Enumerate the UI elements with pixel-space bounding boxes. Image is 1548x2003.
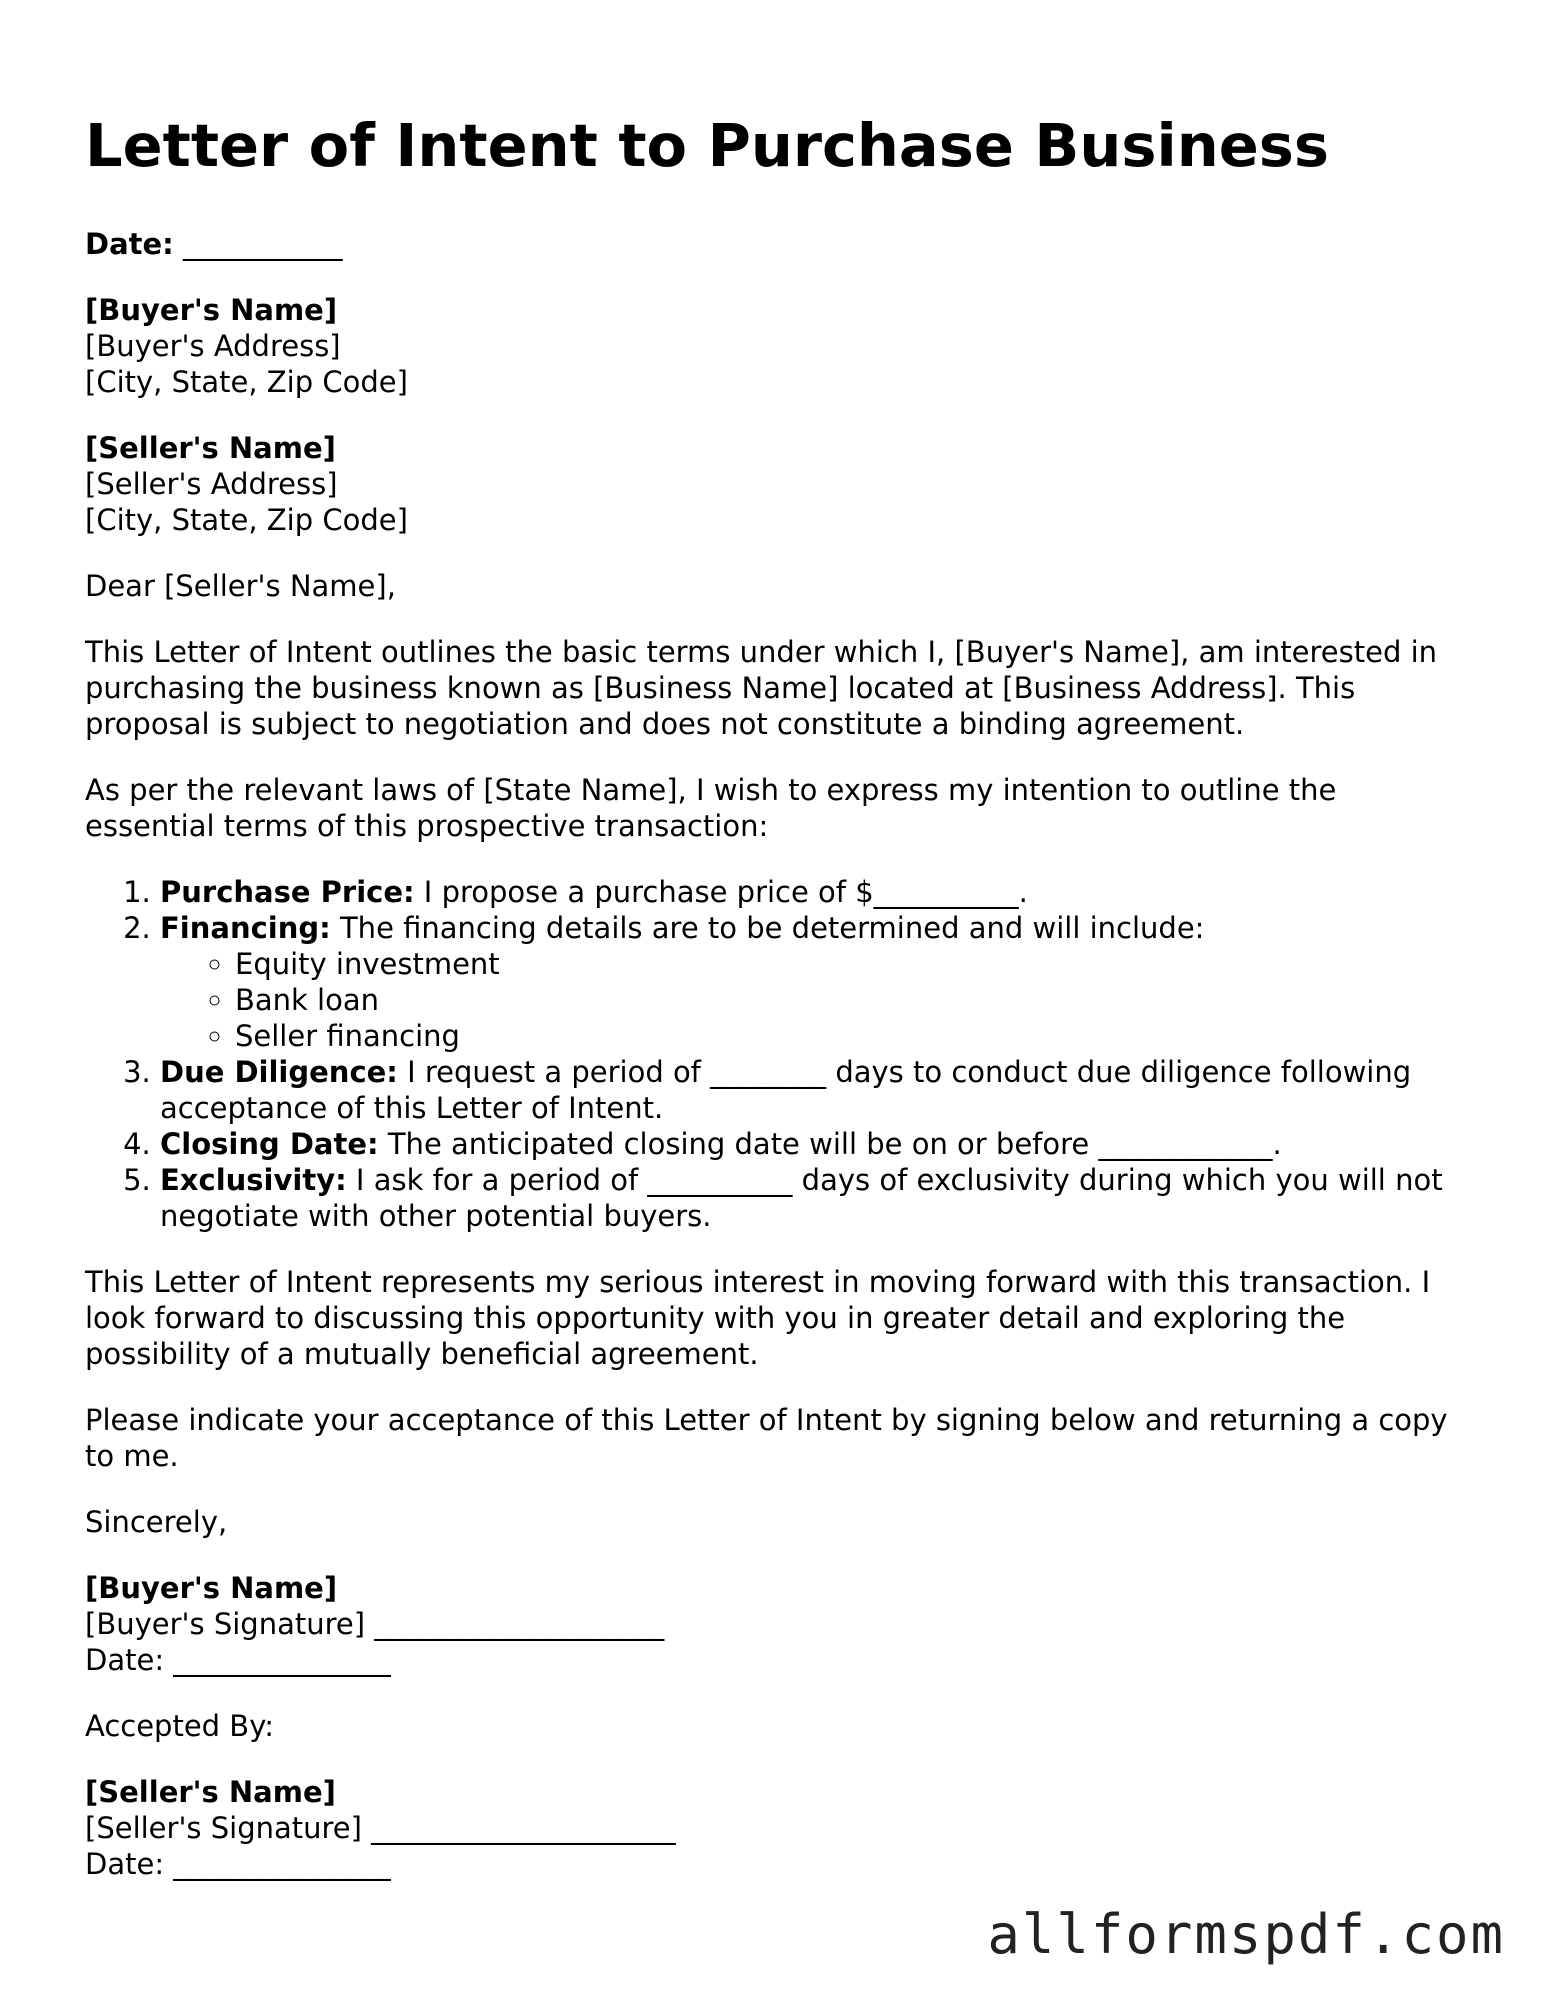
seller-address: [Seller's Address] <box>85 467 338 501</box>
financing-option: ◦ Seller financing <box>235 1018 1470 1054</box>
laws-paragraph: As per the relevant laws of [State Name], I wish to express my intention to outline the essential terms of this prospective transaction: <box>85 773 1337 843</box>
term-label: Closing Date: <box>160 1127 379 1161</box>
financing-option: ◦ Equity investment <box>235 946 1470 982</box>
term-text: I request a period of ________ days to conduct due diligence following acceptance of this Letter of Intent. <box>160 1055 1412 1125</box>
buyer-address-block <box>85 292 1470 400</box>
term-text: I propose a purchase price of $__________. <box>414 875 1028 909</box>
closing-paragraph-2: Please indicate your acceptance of this Letter of Intent by signing below and returning a copy to me. <box>85 1403 1448 1473</box>
date-blank: ___________ <box>183 227 343 261</box>
buyer-name: [Buyer's Name] <box>85 293 338 327</box>
term-due-diligence <box>160 1054 1470 1126</box>
date-label: Date: <box>85 227 174 261</box>
seller-name: [Seller's Name] <box>85 431 336 465</box>
closing-paragraph-1: This Letter of Intent represents my serious interest in moving forward with this transaction. I look forward to discussing this opportunity with you in greater detail and exploring the possibility of a mutually beneficial agreement. <box>85 1265 1431 1371</box>
seller-signature-line: [Seller's Signature] _____________________ <box>85 1811 676 1845</box>
buyer-signature-name: [Buyer's Name] <box>85 1571 338 1605</box>
term-purchase-price <box>160 874 1470 910</box>
seller-signature-date: Date: _______________ <box>85 1847 391 1881</box>
term-text: The anticipated closing date will be on or before ____________. <box>378 1127 1282 1161</box>
accepted-by: Accepted By: <box>85 1709 275 1743</box>
term-label: Purchase Price: <box>160 875 415 909</box>
term-label: Due Diligence: <box>160 1055 398 1089</box>
seller-city: [City, State, Zip Code] <box>85 503 408 537</box>
date-line <box>85 226 1470 262</box>
buyer-signature-line: [Buyer's Signature] ____________________ <box>85 1607 665 1641</box>
term-closing-date <box>160 1126 1470 1162</box>
sign-off: Sincerely, <box>85 1505 228 1539</box>
seller-signature-block <box>85 1774 1470 1882</box>
page-title: Letter of Intent to Purchase Business <box>85 111 1329 180</box>
term-text: The financing details are to be determined and will include: <box>330 911 1205 945</box>
watermark: allformspdf.com <box>987 1903 1505 1966</box>
buyer-address: [Buyer's Address] <box>85 329 341 363</box>
seller-signature-name: [Seller's Name] <box>85 1775 336 1809</box>
term-text: I ask for a period of __________ days of exclusivity during which you will not negotiate with other potential buyers. <box>160 1163 1443 1233</box>
seller-address-block <box>85 430 1470 538</box>
buyer-signature-date: Date: _______________ <box>85 1643 391 1677</box>
intro-paragraph: This Letter of Intent outlines the basic terms under which I, [Buyer's Name], am interested in purchasing the business known as [Business Name] located at [Business Address]. This proposal is subject to negotiation and does not constitute a binding agreement. <box>85 635 1438 741</box>
letter-page <box>85 108 1470 1912</box>
term-label: Financing: <box>160 911 331 945</box>
term-exclusivity <box>160 1162 1470 1234</box>
financing-options-list <box>160 946 1470 1054</box>
buyer-signature-block <box>85 1570 1470 1678</box>
buyer-city: [City, State, Zip Code] <box>85 365 408 399</box>
term-label: Exclusivity: <box>160 1163 347 1197</box>
terms-list <box>85 874 1470 1234</box>
financing-option: ◦ Bank loan <box>235 982 1470 1018</box>
salutation: Dear [Seller's Name], <box>85 569 396 603</box>
term-financing <box>160 910 1470 1054</box>
